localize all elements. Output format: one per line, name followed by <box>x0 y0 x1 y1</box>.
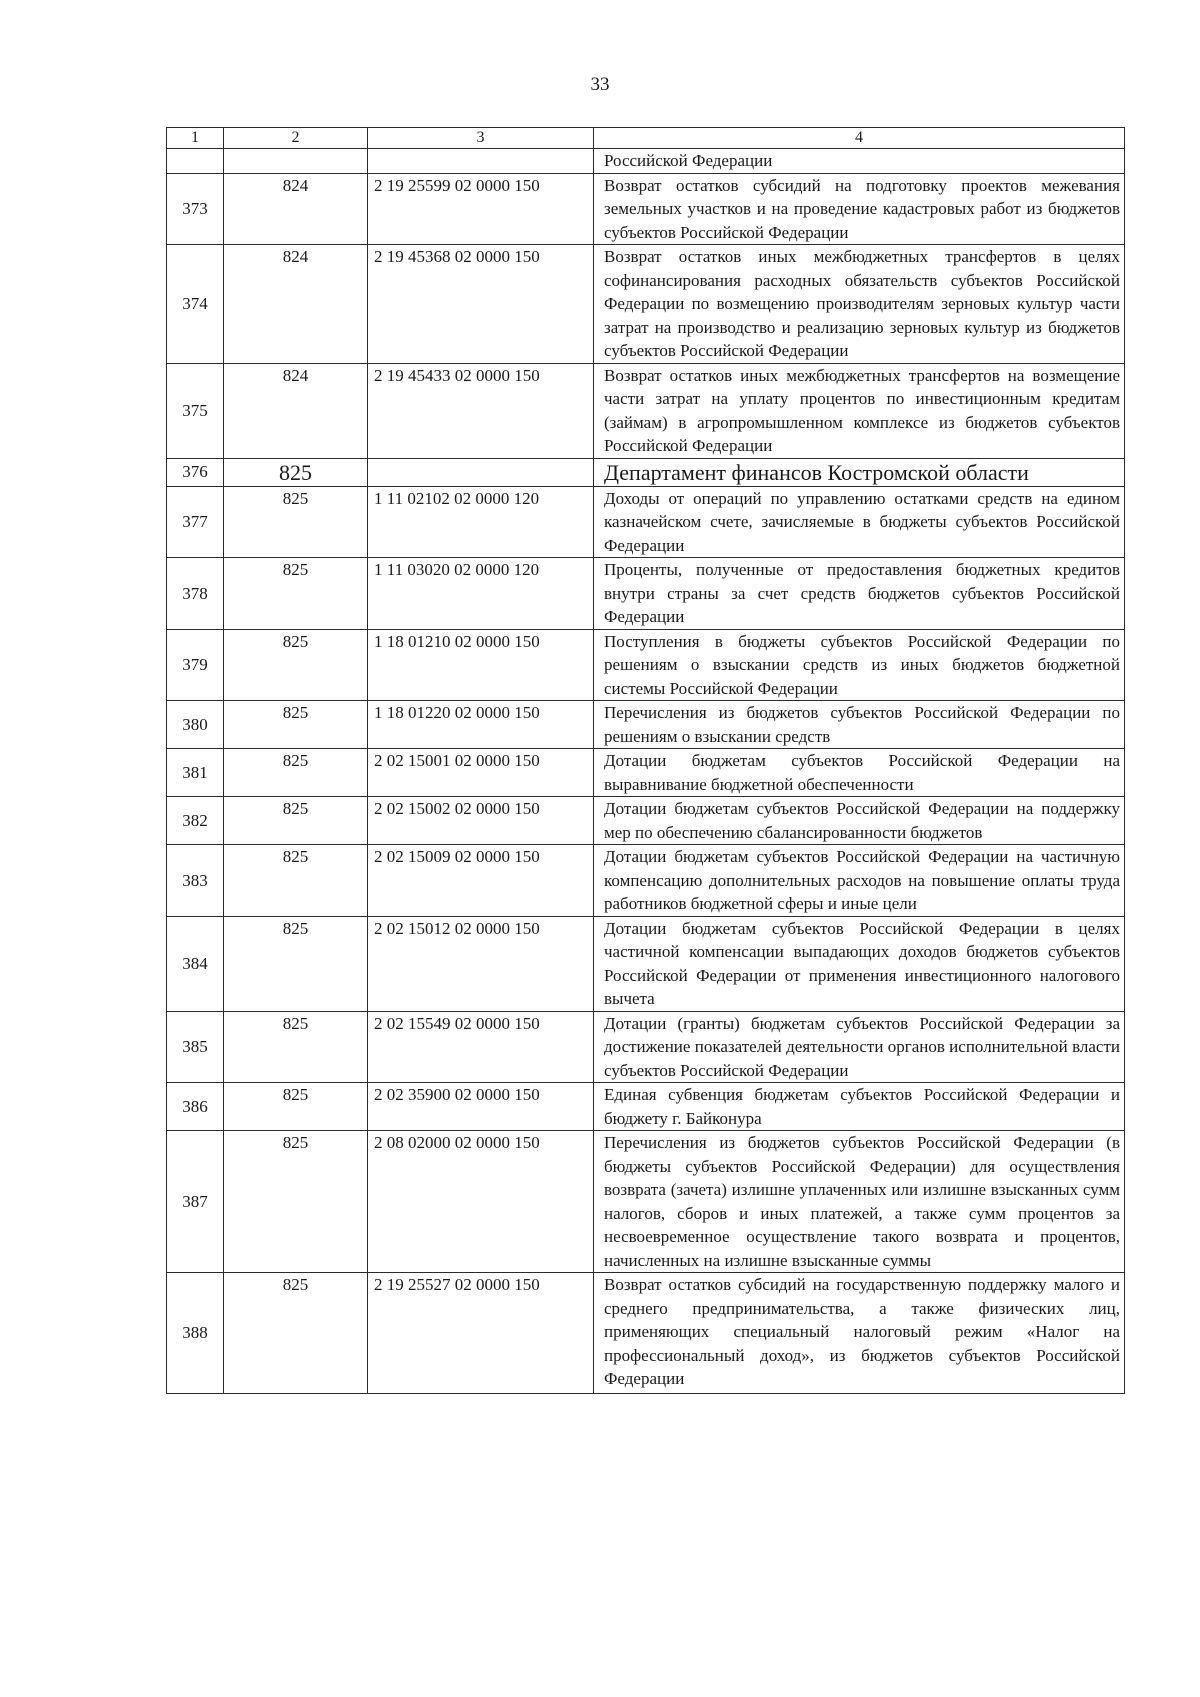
budget-code: 2 02 35900 02 0000 150 <box>368 1083 594 1131</box>
row-number: 375 <box>167 363 224 458</box>
admin-code: 824 <box>224 245 368 364</box>
budget-code: 2 02 15001 02 0000 150 <box>368 749 594 797</box>
row-number: 377 <box>167 486 224 558</box>
row-number: 384 <box>167 916 224 1011</box>
column-header-4: 4 <box>594 128 1125 149</box>
admin-code: 825 <box>224 916 368 1011</box>
row-description: Департамент финансов Костромской области <box>594 458 1125 486</box>
row-description: Перечисления из бюджетов субъектов Российской Федерации (в бюджеты субъектов Российской Федерации) для осуществления возврата (зачета) излишне уплаченных или излишне взысканных сумм налогов, сборов и иных платежей, а также сумм процентов за несвоевременное осуществление такого возврата и процентов, начисленных на излишне взысканные суммы <box>594 1131 1125 1273</box>
table-row <box>167 749 1125 797</box>
table-row <box>167 1273 1125 1394</box>
budget-code <box>368 458 594 486</box>
table-row <box>167 629 1125 701</box>
row-description: Возврат остатков иных межбюджетных трансфертов на возмещение части затрат на уплату процентов по инвестиционным кредитам (займам) в агропромышленном комплексе из бюджетов субъектов Российской Федерации <box>594 363 1125 458</box>
table-row <box>167 245 1125 364</box>
row-number: 382 <box>167 797 224 845</box>
budget-code: 1 18 01210 02 0000 150 <box>368 629 594 701</box>
row-description: Перечисления из бюджетов субъектов Российской Федерации по решениям о взыскании средств <box>594 701 1125 749</box>
admin-code: 825 <box>224 558 368 630</box>
row-number: 373 <box>167 173 224 245</box>
row-number: 376 <box>167 458 224 486</box>
row-number: 388 <box>167 1273 224 1394</box>
budget-code: 2 08 02000 02 0000 150 <box>368 1131 594 1273</box>
row-description: Дотации (гранты) бюджетам субъектов Российской Федерации за достижение показателей деятельности органов исполнительной власти субъектов Российской Федерации <box>594 1011 1125 1083</box>
row-description: Поступления в бюджеты субъектов Российской Федерации по решениям о взыскании средств из иных бюджетов бюджетной системы Российской Федерации <box>594 629 1125 701</box>
table-row <box>167 797 1125 845</box>
page-number: 33 <box>590 74 610 95</box>
table-row <box>167 173 1125 245</box>
budget-code: 2 02 15002 02 0000 150 <box>368 797 594 845</box>
admin-code: 824 <box>224 363 368 458</box>
admin-code: 825 <box>224 797 368 845</box>
row-number: 378 <box>167 558 224 630</box>
row-description: Дотации бюджетам субъектов Российской Федерации в целях частичной компенсации выпадающих доходов бюджетов субъектов Российской Федерации от применения инвестиционного налогового вычета <box>594 916 1125 1011</box>
row-number: 387 <box>167 1131 224 1273</box>
row-description: Возврат остатков субсидий на государственную поддержку малого и среднего предпринимательства, а также физических лиц, применяющих специальный налоговый режим «Налог на профессиональный доход», из бюджетов субъектов Российской Федерации <box>594 1273 1125 1394</box>
table-row <box>167 363 1125 458</box>
table-row <box>167 558 1125 630</box>
budget-code: 2 02 15009 02 0000 150 <box>368 845 594 917</box>
row-description: Единая субвенция бюджетам субъектов Российской Федерации и бюджету г. Байконура <box>594 1083 1125 1131</box>
admin-code: 825 <box>224 1011 368 1083</box>
table-row-department <box>167 458 1125 486</box>
row-description: Доходы от операций по управлению остатками средств на едином казначейском счете, зачисляемые в бюджеты субъектов Российской Федерации <box>594 486 1125 558</box>
column-header-1: 1 <box>167 128 224 149</box>
row-description: Дотации бюджетам субъектов Российской Федерации на выравнивание бюджетной обеспеченности <box>594 749 1125 797</box>
table-row <box>167 845 1125 917</box>
continuation-row <box>167 149 1125 174</box>
row-number: 379 <box>167 629 224 701</box>
row-number: 374 <box>167 245 224 364</box>
row-number: 381 <box>167 749 224 797</box>
admin-code: 825 <box>224 845 368 917</box>
budget-code: 1 11 03020 02 0000 120 <box>368 558 594 630</box>
table-row <box>167 1131 1125 1273</box>
admin-code: 825 <box>224 629 368 701</box>
admin-code: 824 <box>224 173 368 245</box>
column-header-2: 2 <box>224 128 368 149</box>
budget-code: 2 19 45368 02 0000 150 <box>368 245 594 364</box>
table-header-row <box>167 128 1125 149</box>
row-number: 380 <box>167 701 224 749</box>
admin-code: 825 <box>224 486 368 558</box>
row-description: Дотации бюджетам субъектов Российской Федерации на поддержку мер по обеспечению сбалансированности бюджетов <box>594 797 1125 845</box>
admin-code: 825 <box>224 749 368 797</box>
budget-code: 2 19 25599 02 0000 150 <box>368 173 594 245</box>
budget-code: 2 02 15549 02 0000 150 <box>368 1011 594 1083</box>
table-row <box>167 486 1125 558</box>
table-row <box>167 701 1125 749</box>
budget-code: 1 11 02102 02 0000 120 <box>368 486 594 558</box>
budget-code: 2 02 15012 02 0000 150 <box>368 916 594 1011</box>
table-row <box>167 1011 1125 1083</box>
admin-code: 825 <box>224 701 368 749</box>
row-description: Возврат остатков иных межбюджетных трансфертов в целях софинансирования расходных обязательств субъектов Российской Федерации по возмещению производителям зерновых культур части затрат на производство и реализацию зерновых культур из бюджетов субъектов Российской Федерации <box>594 245 1125 364</box>
admin-code: 825 <box>224 1083 368 1131</box>
row-number: 383 <box>167 845 224 917</box>
budget-code: 2 19 25527 02 0000 150 <box>368 1273 594 1394</box>
budget-code: 1 18 01220 02 0000 150 <box>368 701 594 749</box>
admin-code: 825 <box>224 1273 368 1394</box>
row-description: Дотации бюджетам субъектов Российской Федерации на частичную компенсацию дополнительных расходов на повышение оплаты труда работников бюджетной сферы и иные цели <box>594 845 1125 917</box>
row-number: 386 <box>167 1083 224 1131</box>
continuation-text: Российской Федерации <box>594 149 1125 174</box>
budget-code: 2 19 45433 02 0000 150 <box>368 363 594 458</box>
table-row <box>167 1083 1125 1131</box>
row-number: 385 <box>167 1011 224 1083</box>
revenue-codes-table <box>166 127 1125 1394</box>
admin-code: 825 <box>224 458 368 486</box>
table-row <box>167 916 1125 1011</box>
row-description: Проценты, полученные от предоставления бюджетных кредитов внутри страны за счет средств бюджетов субъектов Российской Федерации <box>594 558 1125 630</box>
admin-code: 825 <box>224 1131 368 1273</box>
row-description: Возврат остатков субсидий на подготовку проектов межевания земельных участков и на проведение кадастровых работ из бюджетов субъектов Российской Федерации <box>594 173 1125 245</box>
column-header-3: 3 <box>368 128 594 149</box>
